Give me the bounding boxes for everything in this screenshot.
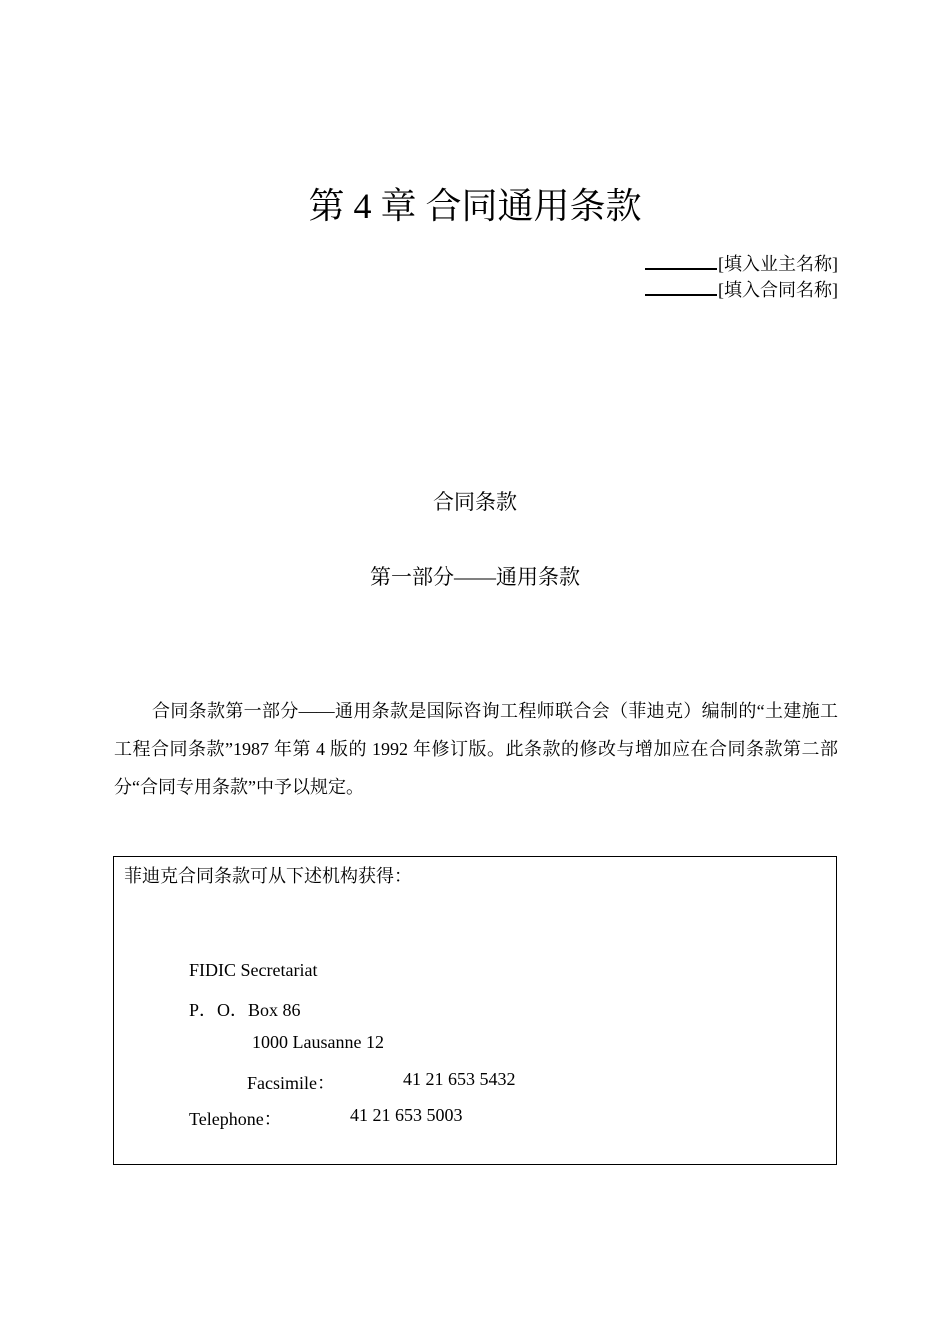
owner-name-placeholder: [填入业主名称] — [718, 254, 838, 274]
part-title: 第一部分——通用条款 — [370, 565, 580, 589]
owner-name-line — [645, 250, 838, 276]
contact-org: FIDIC Secretariat — [189, 960, 318, 980]
telephone-label: Telephone： — [189, 1109, 282, 1129]
fill-blank — [645, 276, 717, 296]
contract-name-placeholder: [填入合同名称] — [718, 280, 838, 300]
contact-city: 1000 Lausanne 12 — [252, 1032, 384, 1052]
chapter-title: 第 4 章 合同通用条款 — [308, 186, 642, 226]
contact-po-box: P．O．Box 86 — [189, 1000, 301, 1020]
section-title: 合同条款 — [433, 490, 517, 514]
fax-label: Facsimile： — [247, 1073, 335, 1093]
contract-name-line — [645, 276, 838, 302]
intro-paragraph: 合同条款第一部分——通用条款是国际咨询工程师联合会（菲迪克）编制的“土建施工工程合同条款”1987 年第 4 版的 1992 年修订版。此条款的修改与增加应在合同条款第二部分“合同专用条款”中予以规定。 — [114, 701, 838, 797]
telephone-value: 41 21 653 5003 — [350, 1105, 463, 1125]
contact-box-heading: 菲迪克合同条款可从下述机构获得： — [124, 866, 412, 886]
fill-blank — [645, 250, 717, 270]
fax-value: 41 21 653 5432 — [403, 1069, 516, 1089]
